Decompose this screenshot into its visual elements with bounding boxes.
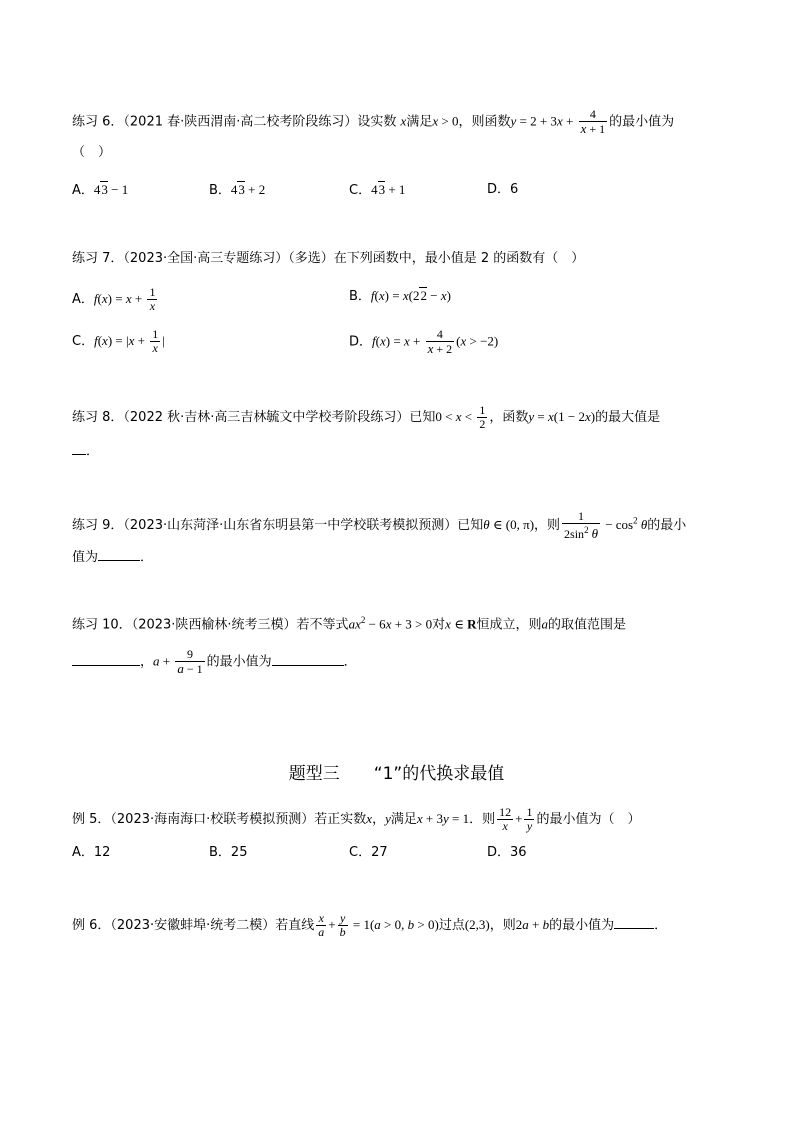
exercise-8-stem: 练习 8．（2022 秋·吉林·高三吉林毓文中学校考阶段练习）已知0 < x < $\frac{1}{2}$ ，函数y = x(1 − 2x)的最大值是 (72, 403, 661, 431)
section-title: 题型三 “1”的代换求最值 (288, 764, 505, 784)
exercise-6-option-c: C．43 + 1 (349, 182, 406, 198)
exercise-9-stem: 练习 9．（2023·山东菏泽·山东省东明县第一中学校联考模拟预测）已知θ ∈ (0, π)，则 $\frac{1}{2\sin^2 \theta}$ − $\cos^2 \theta$的最小 (72, 509, 687, 541)
exercise-7-source: （2023·全国·高三专题练习）（多选） (123, 251, 334, 266)
exercise-6-label: 练习 6． (72, 114, 124, 130)
example-5-source: （2023·海南海口·校联考模拟预测） (110, 812, 315, 827)
exercise-10-label: 练习 10． (72, 617, 132, 633)
example-5-stem: 例 5．（2023·海南海口·校联考模拟预测）若正实数x，y满足x + 3y = 1．则 $\frac{12}{x}$ + $\frac{1}{y}$ 的最小值为（ ） (72, 805, 641, 833)
exercise-7-option-d: D．f(x) = x + $\frac{4}{x + 2}$ (x > −2) (349, 327, 499, 356)
exercise-10-answer-line: ，a + $\frac{9}{a - 1}$ 的最小值为 ． (72, 648, 357, 676)
exercise-9-label: 练习 9． (72, 518, 124, 533)
answer-blank[interactable] (72, 653, 140, 666)
example-5-label: 例 5． (72, 812, 111, 827)
exercise-10-stem: 练习 10．（2023·陕西榆林·统考三模）若不等式$ax^2 - 6x + 3 > 0$对x ∈ R恒成立，则a的取值范围是 (72, 615, 626, 633)
exercise-7-label: 练习 7． (72, 251, 124, 266)
exercise-10-source: （2023·陕西榆林·统考三模） (131, 617, 297, 633)
example-5-option-b: B．25 (209, 845, 248, 860)
example-5-option-d: D．36 (487, 845, 527, 860)
exercise-8-source: （2022 秋·吉林·高三吉林毓文中学校考阶段练习） (123, 410, 410, 425)
example-6-label: 例 6． (72, 918, 111, 933)
answer-blank[interactable] (272, 653, 344, 666)
answer-blank[interactable] (72, 442, 86, 455)
exercise-6-option-d: D．6 (487, 182, 519, 197)
example-6-source: （2023·安徽蚌埠·统考二模） (110, 918, 276, 933)
exercise-7-option-c: C．f(x) = |x + $\frac{1}{x}$ | (72, 327, 165, 355)
exercise-8-label: 练习 8． (72, 410, 124, 425)
exercise-6-paren: （ ） (72, 145, 112, 160)
exercise-6-source: （2021 春·陕西渭南·高二校考阶段练习） (123, 114, 358, 130)
exercise-7-option-b: B．f(x) = x(22 − x) (349, 288, 451, 304)
exercise-7-option-a: A．f(x) = x + $\frac{1}{x}$ (72, 285, 156, 313)
exercise-9-answer-line: 值为 ． (72, 550, 154, 565)
exercise-8-answer-line: ． (72, 442, 99, 462)
fraction: $\frac{4}{x + 1}$ (580, 107, 606, 136)
exercise-9-source: （2023·山东菏泽·山东省东明县第一中学校联考模拟预测） (123, 518, 458, 533)
exercise-7-stem: 练习 7．（2023·全国·高三专题练习）（多选）在下列函数中，最小值是 2 的函数有（ ） (72, 251, 585, 266)
exercise-6-option-b: B．43 + 2 (209, 182, 266, 198)
example-5-option-a: A．12 (72, 845, 111, 860)
answer-blank[interactable] (98, 548, 140, 561)
answer-blank[interactable] (614, 916, 654, 929)
exercise-6-option-a: A．43 − 1 (72, 182, 129, 198)
exercise-6-stem: 练习 6．（2021 春·陕西渭南·高二校考阶段练习）设实数 x满足x > 0，则函数y = 2 + 3x + $\frac{4}{x + 1}$ 的最小值为 (72, 107, 675, 136)
example-5-option-c: C．27 (349, 845, 388, 860)
example-6-stem: 例 6．（2023·安徽蚌埠·统考二模）若直线 $\frac{x}{a}$ + $\frac{y}{b}$ = 1(a > 0, b > 0)过点(2,3)，则2a + b的最小值为 ． (72, 911, 668, 939)
